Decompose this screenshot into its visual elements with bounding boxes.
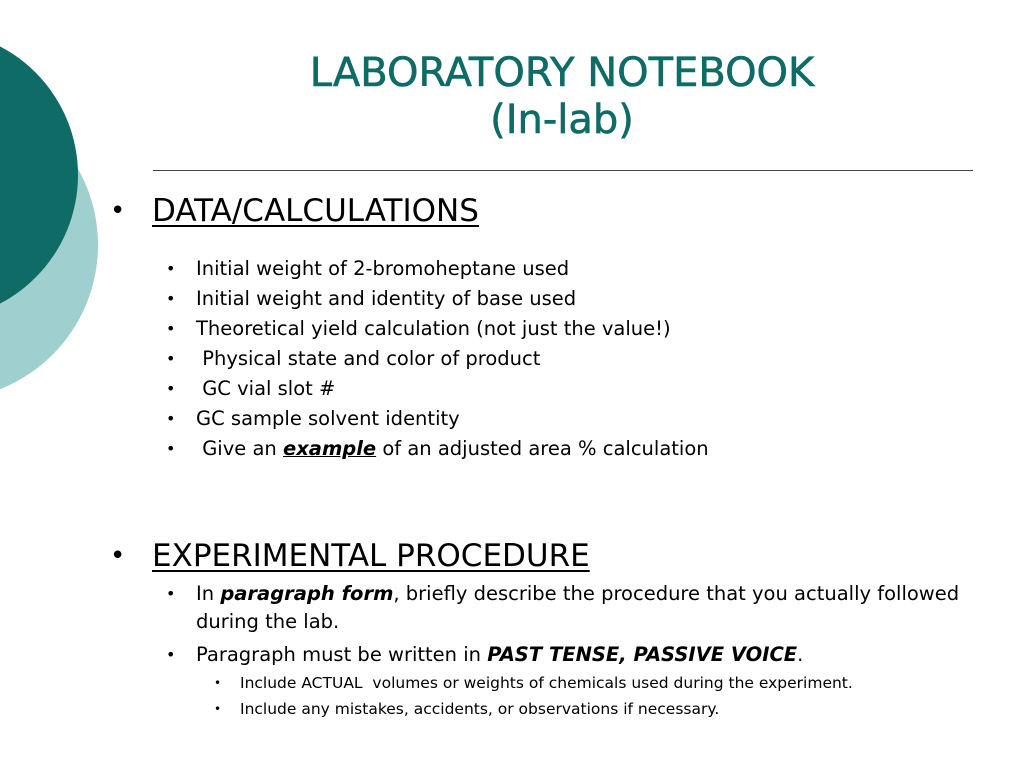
title-line-2: (In-lab)	[490, 97, 634, 143]
list-item	[110, 434, 984, 464]
bullet: •	[110, 196, 126, 226]
bullet: •	[166, 289, 176, 308]
bullet: •	[166, 439, 176, 458]
procedure-sublist	[110, 670, 984, 722]
emphasis-text: paragraph form	[220, 582, 394, 605]
section-heading-text: DATA/CALCULATIONS	[152, 193, 479, 229]
list-item-prefix: In	[196, 582, 221, 605]
list-item-text: GC vial slot #	[196, 377, 336, 400]
section-heading	[110, 192, 984, 230]
list-item-suffix: .	[797, 643, 804, 666]
data-list	[110, 254, 984, 464]
list-item-text: Theoretical yield calculation (not just the value!)	[196, 317, 671, 340]
list-item-text: Initial weight of 2-bromoheptane used	[196, 257, 570, 280]
bullet: •	[214, 702, 222, 716]
list-item	[110, 404, 984, 434]
list-item-text: Include any mistakes, accidents, or observations if necessary.	[240, 700, 720, 718]
section-data-calculations	[110, 192, 984, 464]
bullet: •	[214, 676, 222, 690]
list-item-prefix: Give an	[196, 437, 283, 460]
list-item	[110, 254, 984, 284]
slide-title	[150, 50, 974, 144]
bullet: •	[166, 409, 176, 428]
bullet: •	[166, 645, 176, 664]
list-item-suffix: , briefly describe the procedure that you actually followed during the lab.	[196, 582, 960, 633]
list-item	[110, 580, 984, 636]
section-experimental-procedure	[110, 537, 984, 722]
section-heading	[110, 537, 984, 575]
list-item	[110, 284, 984, 314]
list-item-text: GC sample solvent identity	[196, 407, 460, 430]
list-item	[110, 696, 984, 722]
bullet: •	[110, 541, 126, 571]
bullet: •	[166, 379, 176, 398]
list-item-suffix: of an adjusted area % calculation	[376, 437, 709, 460]
list-item-text: Initial weight and identity of base used	[196, 287, 577, 310]
list-item-text: Physical state and color of product	[196, 347, 541, 370]
list-item	[110, 344, 984, 374]
list-item-prefix: Paragraph must be written in	[196, 643, 488, 666]
emphasis-text: PAST TENSE, PASSIVE VOICE	[487, 643, 798, 666]
procedure-list	[110, 580, 984, 670]
bullet: •	[166, 319, 176, 338]
list-item	[110, 314, 984, 344]
bullet: •	[166, 584, 176, 603]
list-item	[110, 640, 984, 670]
bullet: •	[166, 349, 176, 368]
title-line-1: LABORATORY NOTEBOOK	[309, 50, 815, 96]
list-item	[110, 670, 984, 696]
emphasis-text: example	[282, 437, 377, 460]
bullet: •	[166, 259, 176, 278]
section-heading-text: EXPERIMENTAL PROCEDURE	[152, 538, 590, 574]
list-item	[110, 374, 984, 404]
list-item-text: Include ACTUAL volumes or weights of chemicals used during the experiment.	[240, 674, 853, 692]
title-divider	[153, 170, 973, 171]
